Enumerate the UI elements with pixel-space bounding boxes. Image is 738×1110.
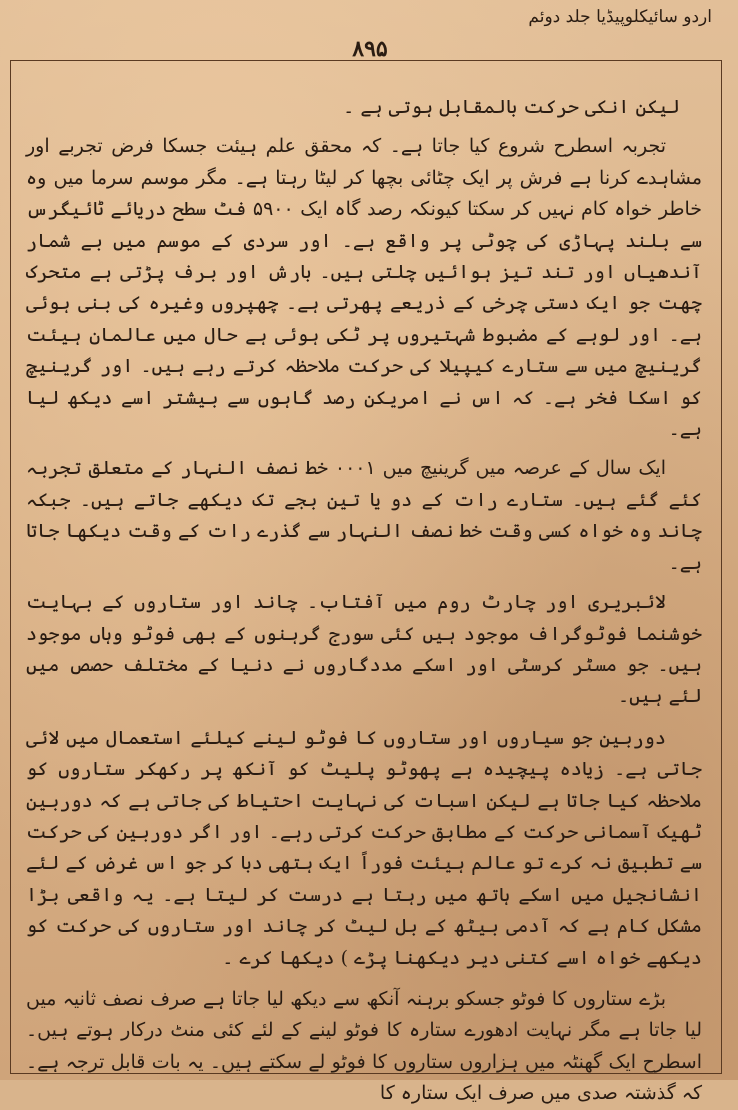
paragraph-3: ایک سال کے عرصہ میں گرینیچ میں ۰۰۰۱ خط نصف النہار کے متعلق تجربہ کئے گئے ہیں۔ ستارے رات کے دو یا تین بجے تک دیکھے جاتے ہیں۔ جبکہ چاند وہ خواہ کسی وقت خط نصف النہار سے گذرے رات کے وقت دیکھا جاتا ہے۔ [26,457,702,574]
running-header: اردو سائیکلوپیڈیا جلد دوئم [528,7,712,27]
paragraph-4: لائبریری اور چارٹ روم میں آفتاب۔ چاند اور ستاروں کے بہایت خوشنما فوٹوگراف موجود ہیں کئی سورج گرہنوں کے بھی فوٹو وہاں موجود ہیں۔ جو مسٹر کرسٹی اور اسکے مددگاروں نے دنیا کے مختلف حصص میں لئے ہیں۔ [26,591,702,708]
article-body [26,92,702,1105]
paragraph-1: لیکن انکی حرکت بالمقابل ہوتی ہے ۔ [343,96,680,118]
page-number: ۸۹۵ [352,36,388,62]
paragraph-2: تجربہ اسطرح شروع کیا جاتا ہے۔ کہ محقق علم ہیئت جسکا فرض تجربے اور مشاہدے کرنا ہے فرش پر ایک چٹائی بچھا کر لیٹا رہتا ہے۔ مگر موسم سرما میں وہ خاطر خواہ کام نہیں کر سکتا کیونکہ رصد گاہ ایک ۵۹۰۰ فٹ سطح دریائے ٹائیگرس سے بلند پہاڑی کی چوٹی پر واقع ہے۔ اور سردی کے موسم میں بے شمار آندھیاں اور تند تیز ہوائیں چلتی ہیں۔ بارش اور برف پڑتی ہے متحرک چھت جو ایک دستی چرخی کے ذریعے پھرتی ہے۔ چھپروں وغیرہ کی بنی ہوئی ہے۔ اور لوہے کے مضبوط شہتیروں پر ٹکی ہوئی ہے حال میں عالمان ہیئت گرینیچ میں سے ستارے کیپیلا کی حرکت ملاحظہ کرتے رہے ہیں۔ اور گرینیچ کو اسکا فخر ہے۔ کہ اس نے امریکن رصد گاہوں سے بیشتر اسے دیکھ لیا ہے۔ [26,135,702,441]
paragraph-6: بڑے ستاروں کا فوٹو جسکو برہنہ آنکھ سے دیکھ لیا جاتا ہے صرف نصف ثانیہ میں لیا جاتا ہے مگر نہایت ادھورے ستارہ کا فوٹو لینے کے لئے کئی منٹ درکار ہوتے ہیں۔ اسطرح ایک گھنٹہ میں ہزاروں ستاروں کا فوٹو لے سکتے ہیں۔ یہ بات قابل ترجہ ہے۔ کہ گذشتہ صدی میں صرف ایک ستارہ کا [26,987,702,1105]
paragraph-5: دوربین جو سیاروں اور ستاروں کا فوٹو لینے کیلئے استعمال میں لائی جاتی ہے۔ زیادہ پیچیدہ ہے پھوٹو پلیٹ کو آنکھ پر رکھکر ستاروں کو ملاحظہ کیا جاتا ہے لیکن اسبات کی نہایت احتیاط کی جاتی ہے کہ دوربین ٹھیک آسمانی حرکت کے مطابق حرکت کرتی رہے۔ اور اگر دوربین کی حرکت سے تطبیق نہ کرے تو عالم ہیئت فوراً ایک ہتھی دبا کر جو اس غرض کے لئے انشانجیل میں اسکے ہاتھ میں رہتا ہے درست کر لیتا ہے۔ یہ واقعی بڑا مشکل کام ہے کہ آدمی بیٹھ کے بل لیٹ کر چاند اور ستاروں کی حرکت کو دیکھے خواہ اسے کتنی دیر دیکھنا پڑے ) دیکھا کرے ۔ [26,726,702,969]
